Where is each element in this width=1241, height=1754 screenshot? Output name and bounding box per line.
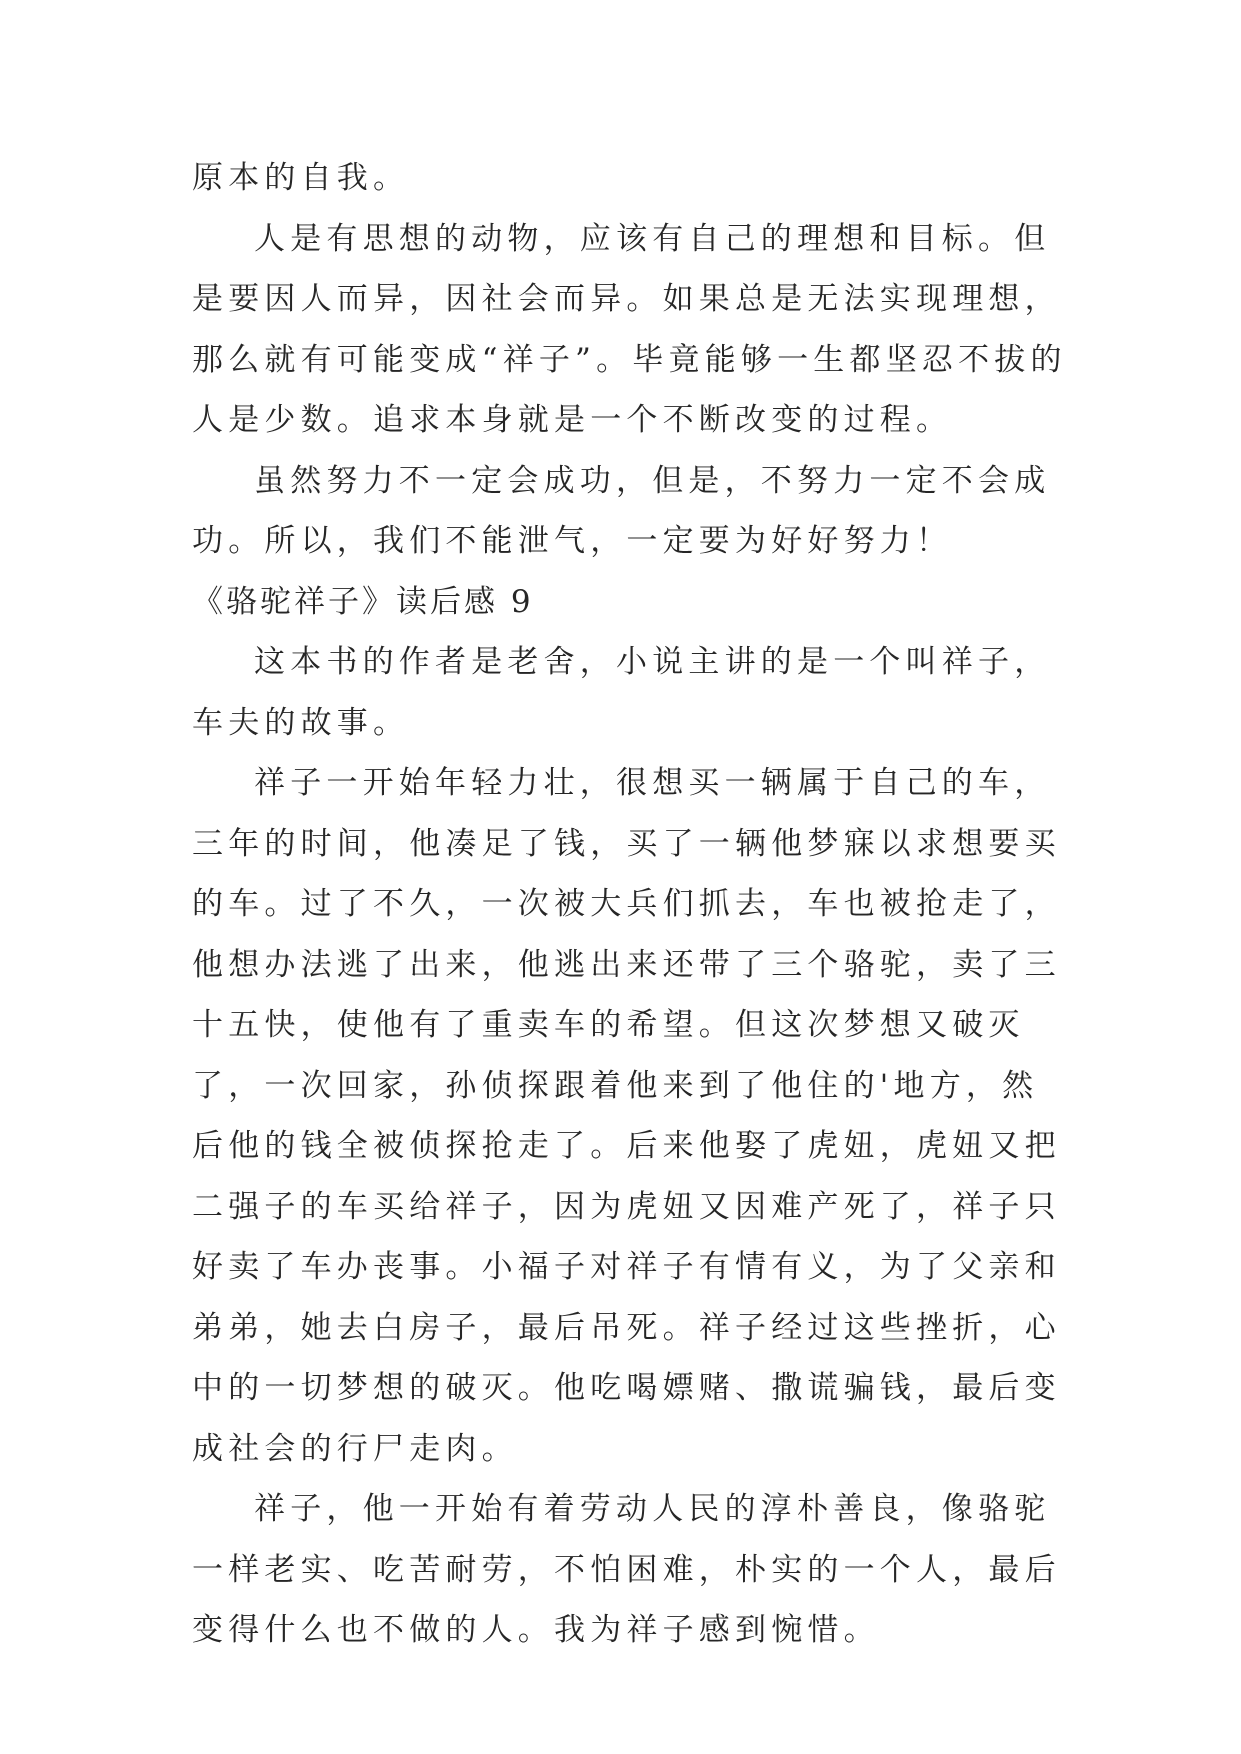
paragraph: 虽然努力不一定会成功，但是，不努力一定不会成功。所以，我们不能泄气，一定要为好好努力！ — [192, 462, 1051, 559]
paragraph: 人是有思想的动物，应该有自己的理想和目标。但是要因人而异，因社会而异。如果总是无法实现理想，那么就有可能变成“祥子”。毕竟能够一生都坚忍不拔的人是少数。追求本身就是一个不断改变的过程。 — [192, 220, 1067, 438]
document-body — [192, 148, 1072, 1661]
paragraph-continuation: 原本的自我。 — [192, 160, 410, 196]
paragraph: 这本书的作者是老舍，小说主讲的是一个叫祥子，车夫的故事。 — [192, 644, 1051, 741]
section-heading: 《骆驼祥子》读后感 9 — [192, 583, 534, 620]
paragraph: 祥子，他一开始有着劳动人民的淳朴善良，像骆驼一样老实、吃苦耐劳，不怕困难，朴实的一个人，最后变得什么也不做的人。我为祥子感到惋惜。 — [192, 1491, 1061, 1648]
paragraph: 祥子一开始年轻力壮，很想买一辆属于自己的车，三年的时间，他凑足了钱，买了一辆他梦寐以求想要买的车。过了不久，一次被大兵们抓去，车也被抢走了，他想办法逃了出来，他逃出来还带了三个骆驼，卖了三十五快，使他有了重卖车的希望。但这次梦想又破灭了，一次回家，孙侦探跟着他来到了他住的'地方，然后他的钱全被侦探抢走了。后来他娶了虎妞，虎妞又把二强子的车买给祥子，因为虎妞又因难产死了，祥子只好卖了车办丧事。小福子对祥子有情有义，为了父亲和弟弟，她去白房子，最后吊死。祥子经过这些挫折，心中的一切梦想的破灭。他吃喝嫖赌、撒谎骗钱，最后变成社会的行尸走肉。 — [192, 765, 1061, 1467]
